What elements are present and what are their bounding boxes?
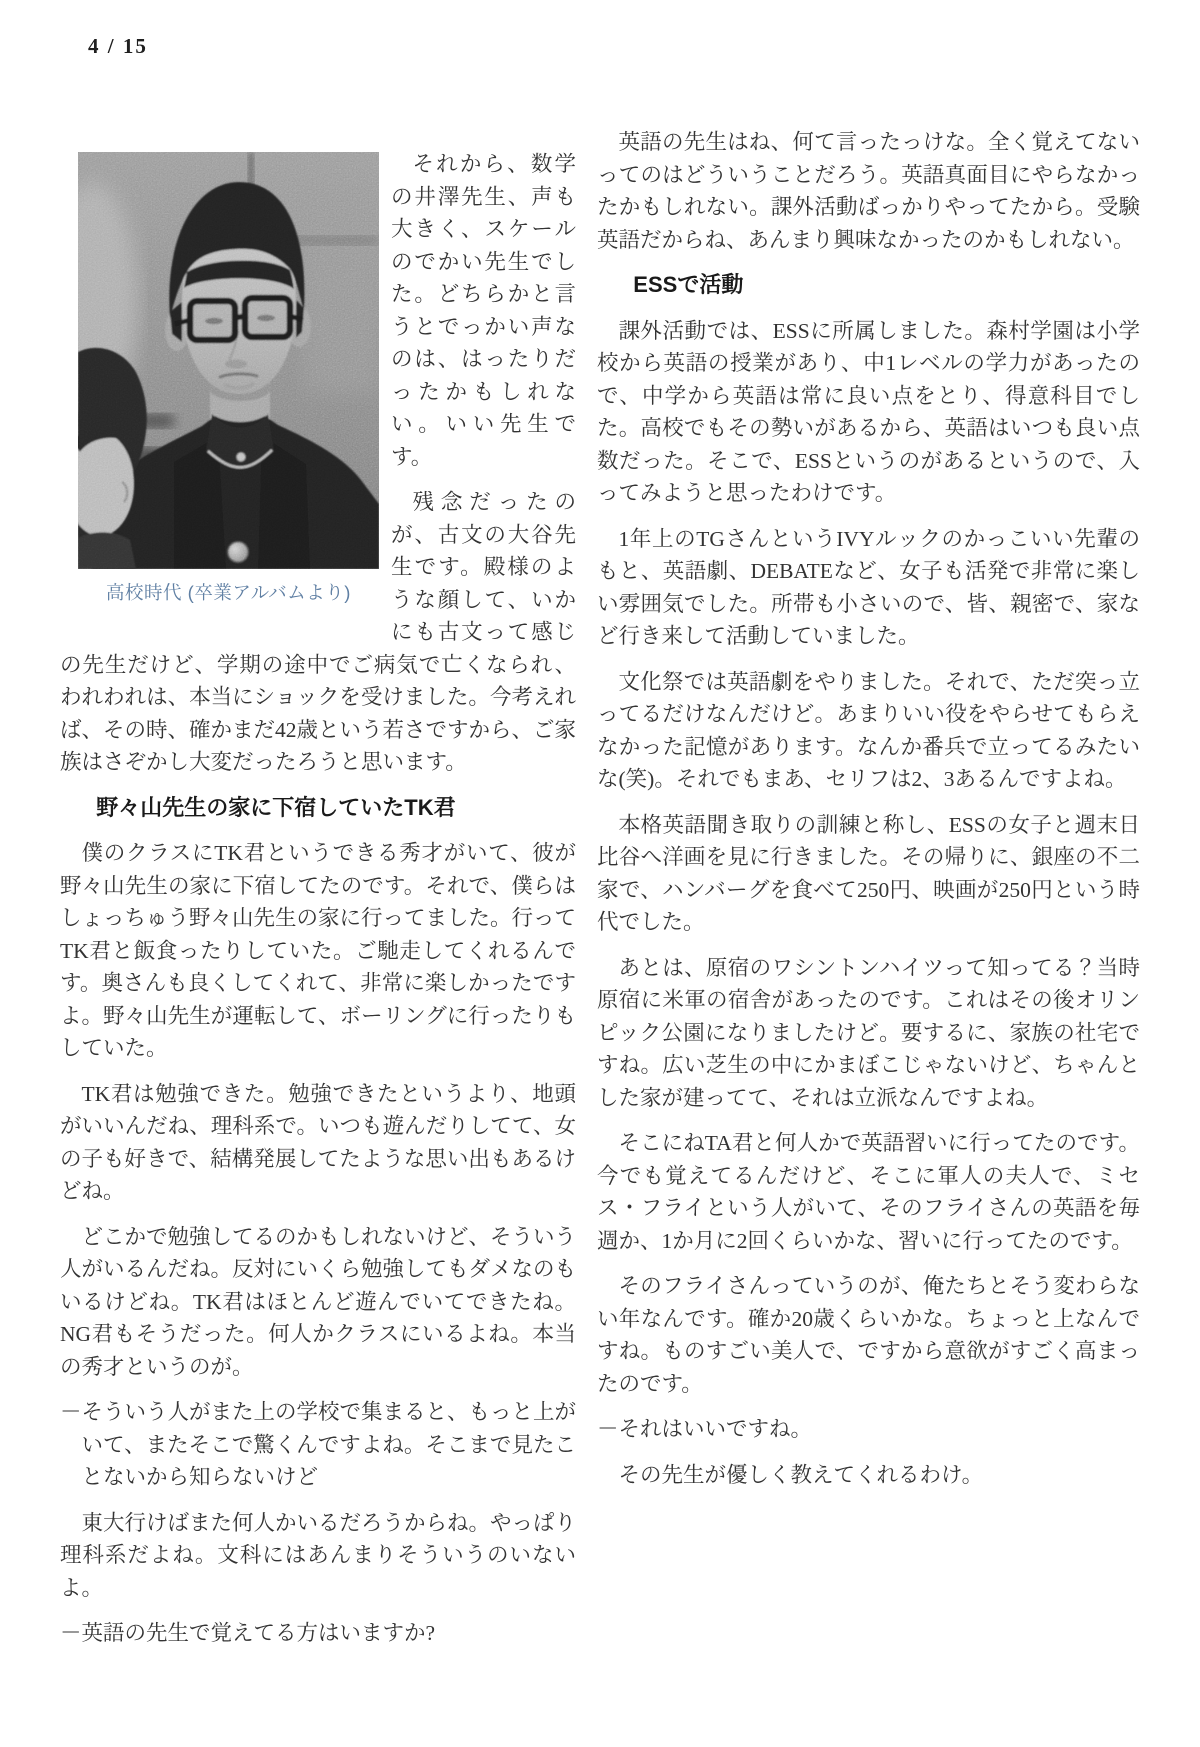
paragraph-tk-1: 僕のクラスにTK君というできる秀才がいて、彼が野々山先生の家に下宿してたのです。それで、僕らはしょっちゅう野々山先生の家に行ってました。行ってTK君と飯食ったりしていた。ご馳走してくれるんです。奥さんも良くしてくれて、非常に楽しかったですよ。野々山先生が運転して、ボーリングに行ったりもしていた。 [60, 841, 577, 1060]
paragraph-izawa: それから、数学の井澤先生、声も大きく、スケールのでかい先生でした。どちらかと言うとでっかい声なのは、はったりだったかもしれない。いい先生です。 [391, 152, 576, 469]
right-column [597, 126, 1140, 1663]
portrait-figure [78, 152, 379, 605]
main-content [60, 126, 1140, 1663]
paragraph-ess-2: 1年上のTGさんというIVYルックのかっこいい先輩のもと、英語劇、DEBATEなど、女子も活発で非常に楽しい雰囲気でした。所帯も小さいので、皆、親密で、家など行き来して活動していました。 [597, 526, 1140, 648]
section-heading-lodging: 野々山先生の家に下宿していたTK君 [96, 794, 456, 820]
left-column [60, 126, 576, 1663]
paragraph-festival: 文化祭では英語劇をやりました。それで、ただ突っ立ってるだけなんだけど。あまりいい役をやらせてもらえなかった記憶があります。なんか番兵で立ってるみたいな(笑)。それでもまあ、セリフは2、3あるんですよね。 [597, 669, 1140, 791]
paragraph-movies: 本格英語聞き取りの訓練と称し、ESSの女子と週末日比谷へ洋画を見に行きました。その帰りに、銀座の不二家で、ハンバーグを食べて250円、映画が250円という時代でした。 [597, 812, 1140, 934]
interviewer-remark: －それはいいですね。 [597, 1417, 813, 1441]
photo-caption: 高校時代 (卒業アルバムより) [106, 582, 351, 603]
page-number: 4 / 15 [88, 34, 148, 58]
yearbook-portrait-photo [78, 152, 379, 569]
paragraph-tk-2: TK君は勉強できた。勉強できたというより、地頭がいいんだね、理科系で。いつも遊んだりしてて、女の子も好きで、結構発展してたような思い出もあるけどね。 [60, 1081, 576, 1203]
interviewer-question: －英語の先生で覚えてる方はいますか? [60, 1621, 436, 1645]
paragraph-mrs-fry-2: そのフライさんっていうのが、俺たちとそう変わらない年なんです。確か20歳くらいかな。ちょっと上なんですね。ものすごい美人で、ですから意欲がすごく高まったのです。 [597, 1274, 1140, 1396]
paragraph-ess-1: 課外活動では、ESSに所属しました。森村学園は小学校から英語の授業があり、中1レベルの学力があったので、中学から英語は常に良い点をとり、得意科目でした。高校でもその勢いがあるから、英語はいつも良い点数だった。そこで、ESSというのがあるというので、入ってみようと思ったわけです。 [597, 318, 1140, 505]
paragraph-todai: 東大行けばまた何人かいるだろうからね。やっぱり理科系だよね。文科にはあんまりそういうのいないよ。 [60, 1510, 577, 1600]
interviewer-remark: －そういう人がまた上の学校で集まると、もっと上がいて、またそこで驚くんですよね。そこまで見たことないから知らないけど [60, 1400, 577, 1489]
section-heading-ess: ESSで活動 [633, 272, 744, 297]
paragraph-mrs-fry-1: そこにねTA君と何人かで英語習いに行ってたのです。今でも覚えてるんだけど、そこに軍人の夫人で、ミセス・フライという人がいて、そのフライさんの英語を毎週か、1か月に2回くらいかな、習いに行ってたのです。 [597, 1131, 1140, 1253]
paragraph-washington-heights: あとは、原宿のワシントンハイツって知ってる？当時原宿に米軍の宿舎があったのです。これはその後オリンピック公園になりましたけど。要するに、家族の社宅ですね。広い芝生の中にかまぼこじゃないけど、ちゃんとした家が建ってて、それは立派なんですよね。 [597, 955, 1140, 1110]
paragraph-english-teacher: 英語の先生はね、何て言ったっけな。全く覚えてないってのはどういうことだろう。英語真面目にやらなかったかもしれない。課外活動ばっかりやってたから。受験英語だからね、あんまり興味なかったのかもしれない。 [597, 130, 1140, 252]
paragraph-tk-3: どこかで勉強してるのかもしれないけど、そういう人がいるんだね。反対にいくら勉強してもダメなのもいるけどね。TK君はほとんど遊んでいてできたね。NG君もそうだった。何人かクラスにいるよね。本当の秀才というのが。 [60, 1224, 577, 1379]
paragraph-ohtani: 残念だったのが、古文の大谷先生です。殿様のような顔して、いかにも古文って感じの先生だけど、学期の途中でご病気で亡くなられ、われわれは、本当にショックを受けました。今考えれば、その時、確かまだ42歳という若さですから、ご家族はさぞかし大変だったろうと思います。 [60, 490, 577, 774]
paragraph-closing: その先生が優しく教えてくれるわけ。 [618, 1462, 984, 1487]
